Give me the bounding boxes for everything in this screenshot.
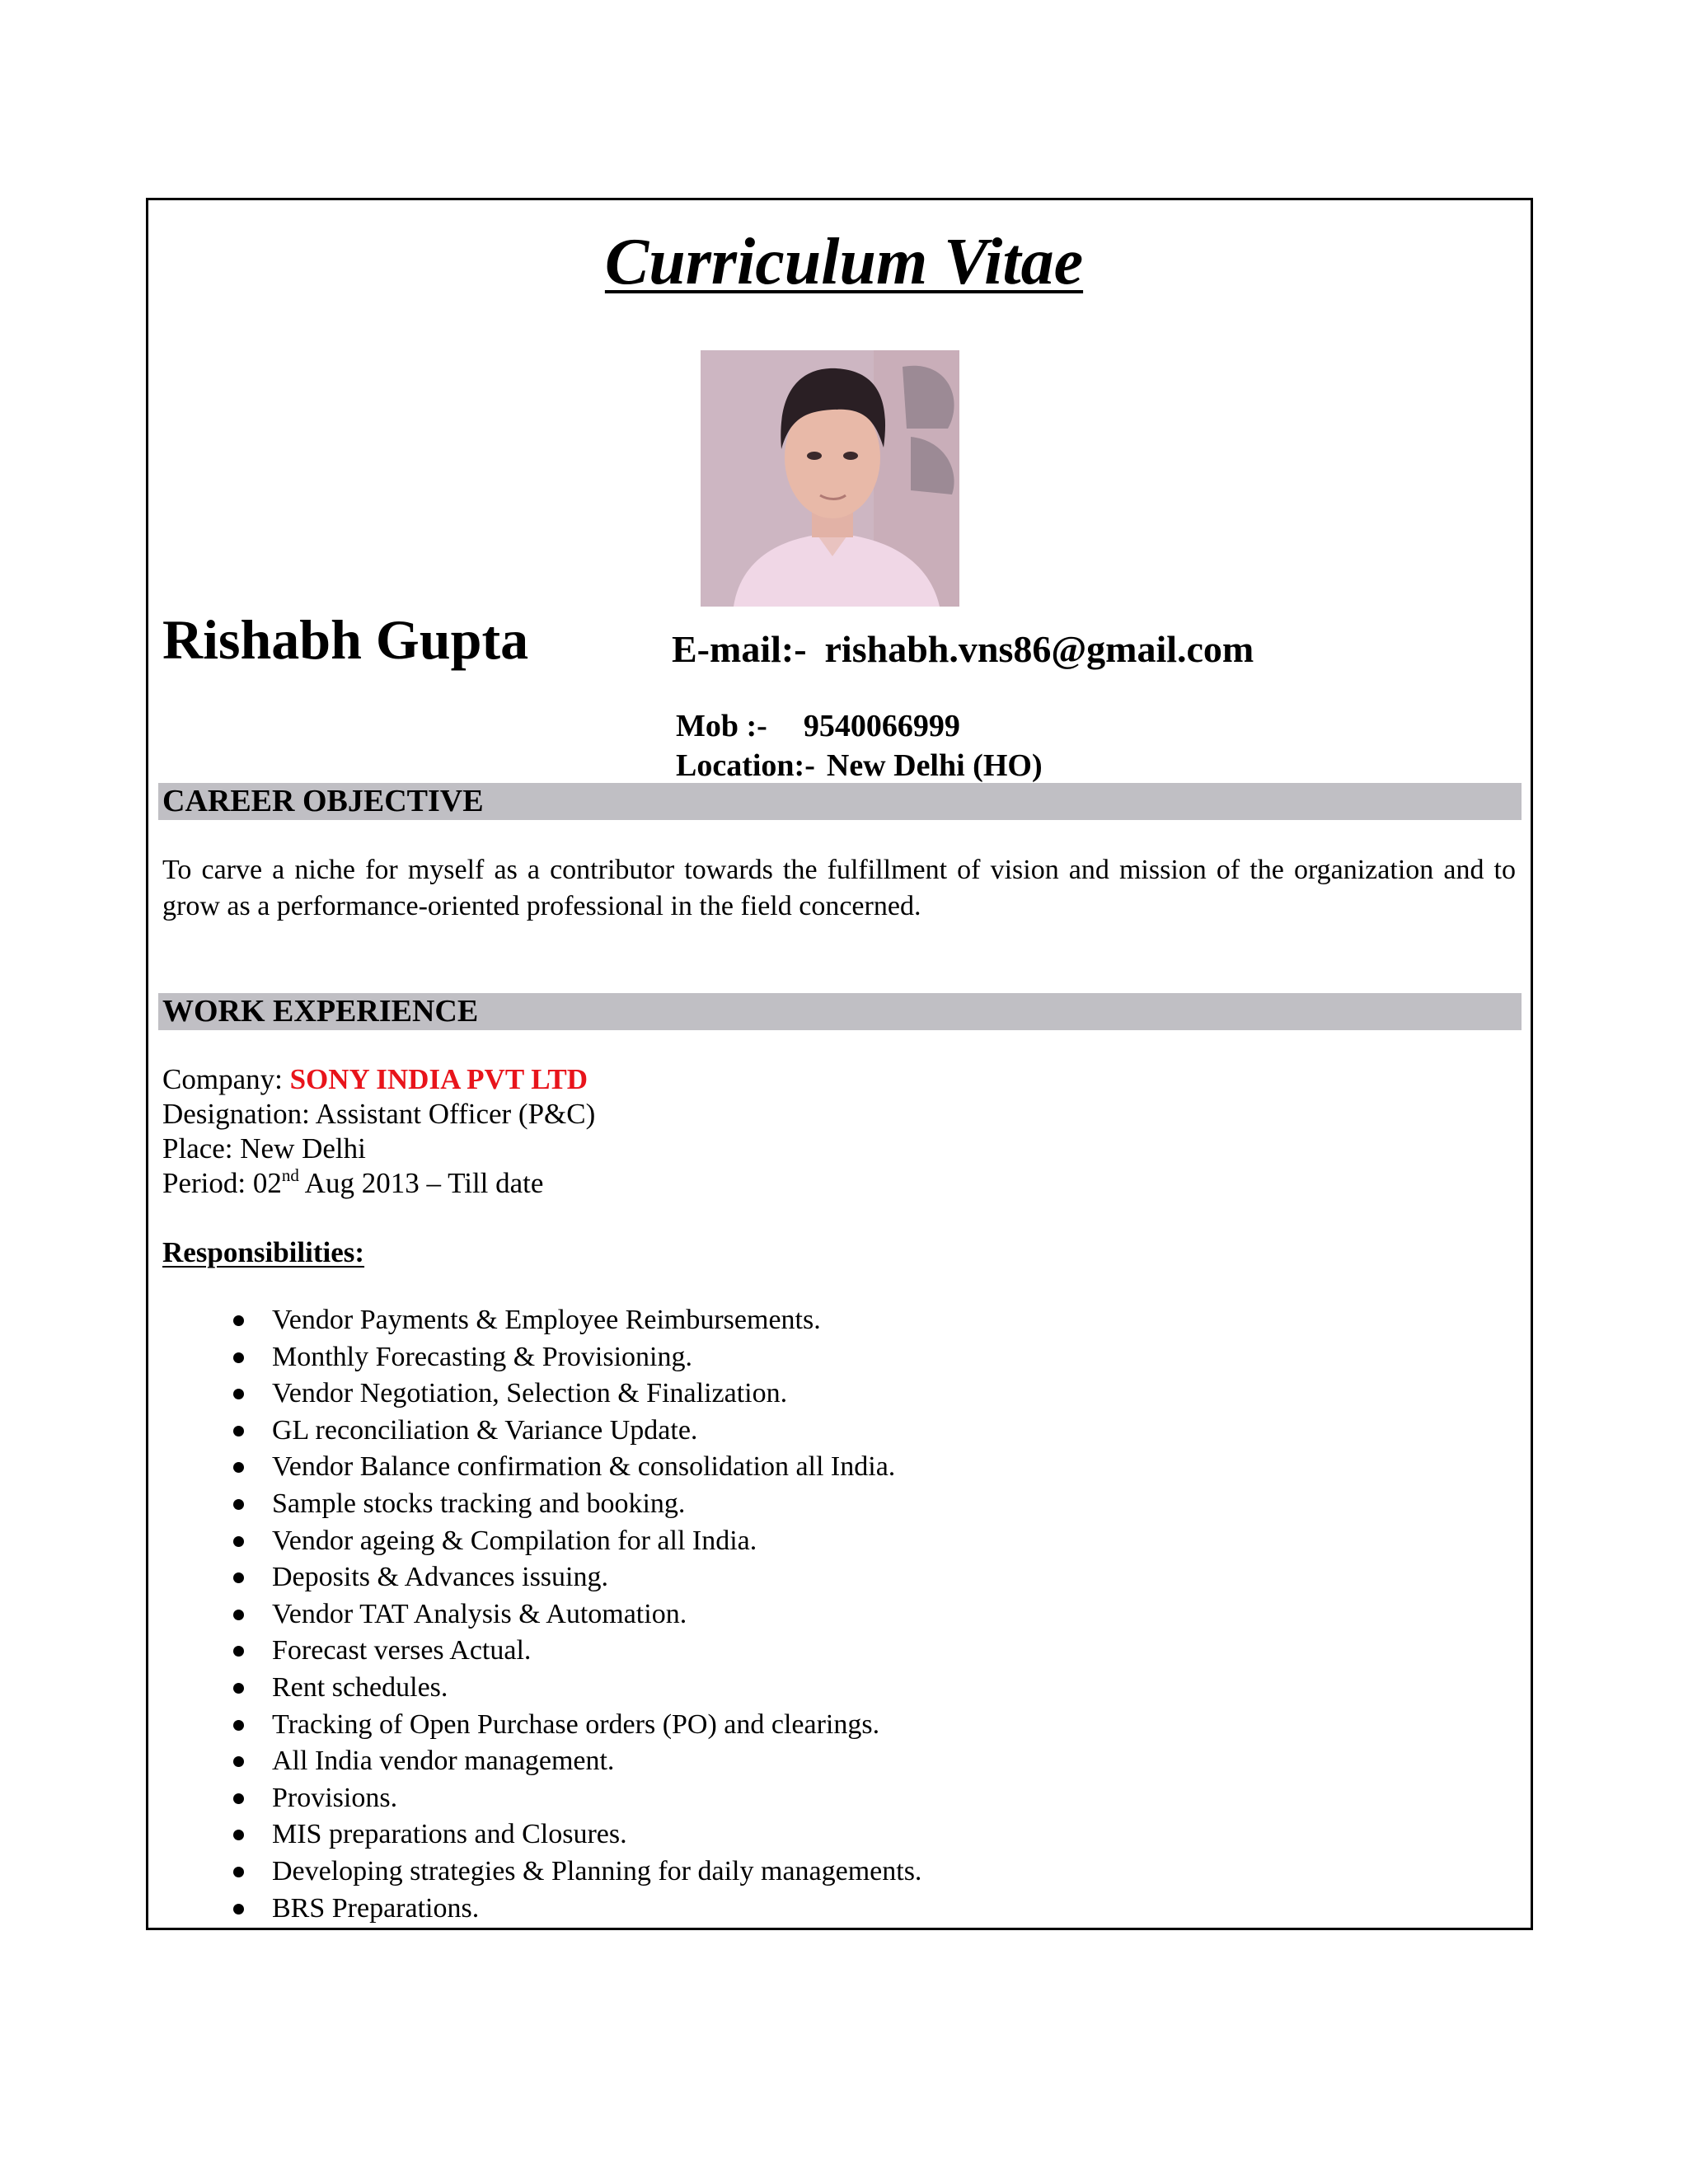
list-item-text: Provisions. xyxy=(272,1782,398,1813)
list-item-text: Sample stocks tracking and booking. xyxy=(272,1488,686,1519)
career-objective-heading: CAREER OBJECTIVE xyxy=(158,783,1522,820)
bullet-icon xyxy=(233,1426,244,1436)
list-item-text: Vendor Negotiation, Selection & Finalization. xyxy=(272,1378,788,1409)
bullet-icon xyxy=(233,1793,244,1804)
location-line xyxy=(676,750,1043,781)
list-item-text: Monthly Forecasting & Provisioning. xyxy=(272,1341,692,1372)
list-item-text: Vendor ageing & Compilation for all India. xyxy=(272,1525,757,1556)
bullet-icon xyxy=(233,1867,244,1877)
list-item-text: Rent schedules. xyxy=(272,1671,448,1703)
bullet-icon xyxy=(233,1315,244,1326)
list-item-text: Tracking of Open Purchase orders (PO) and clearings. xyxy=(272,1708,880,1740)
company-label: Company: xyxy=(162,1063,283,1095)
location-label: Location:- xyxy=(676,748,815,783)
list-item-text: Vendor TAT Analysis & Automation. xyxy=(272,1598,687,1629)
email-label: E-mail:- xyxy=(672,628,807,670)
bullet-icon xyxy=(233,1683,244,1694)
location-value: New Delhi (HO) xyxy=(826,748,1043,783)
list-item-text: Vendor Balance confirmation & consolidation all India. xyxy=(272,1451,896,1483)
work-experience-heading: WORK EXPERIENCE xyxy=(158,993,1522,1030)
bullet-icon xyxy=(233,1536,244,1547)
profile-photo xyxy=(701,350,959,607)
list-item-text: Forecast verses Actual. xyxy=(272,1635,532,1666)
email-line xyxy=(672,630,1254,668)
list-item-text: MIS preparations and Closures. xyxy=(272,1819,627,1850)
mobile-line xyxy=(676,710,960,742)
period-prefix: Period: 02 xyxy=(162,1167,282,1199)
mobile-value: 9540066999 xyxy=(803,709,960,743)
bullet-icon xyxy=(233,1352,244,1363)
list-item-text: All India vendor management. xyxy=(272,1746,615,1777)
period-superscript: nd xyxy=(281,1165,299,1185)
list-item-text: Deposits & Advances issuing. xyxy=(272,1562,608,1593)
email-value[interactable]: rishabh.vns86@gmail.com xyxy=(824,628,1254,670)
responsibilities-heading: Responsibilities: xyxy=(162,1236,365,1268)
career-objective-text: To carve a niche for myself as a contributor towards the fulfillment of vision and mission of the organization and to grow as a performance-oriented professional in the field concerned. xyxy=(162,855,1516,921)
period-line xyxy=(162,1165,544,1199)
list-item-text: BRS Preparations. xyxy=(272,1892,480,1924)
mobile-label: Mob :- xyxy=(676,709,767,743)
period-suffix: Aug 2013 – Till date xyxy=(298,1167,544,1199)
bullet-icon xyxy=(233,1610,244,1620)
bullet-icon xyxy=(233,1904,244,1915)
list-item-text: Developing strategies & Planning for daily managements. xyxy=(272,1855,922,1886)
bullet-icon xyxy=(233,1499,244,1510)
designation-line: Designation: Assistant Officer (P&C) xyxy=(162,1098,596,1130)
company-name: SONY INDIA PVT LTD xyxy=(289,1063,588,1095)
place-line: Place: New Delhi xyxy=(162,1132,366,1165)
candidate-name: Rishabh Gupta xyxy=(162,608,529,671)
company-line xyxy=(162,1065,588,1094)
list-item-text: GL reconciliation & Variance Update. xyxy=(272,1414,698,1446)
bullet-icon xyxy=(233,1720,244,1731)
list-item-text: Vendor Payments & Employee Reimbursements. xyxy=(272,1305,821,1335)
document-title: Curriculum Vitae xyxy=(604,226,1084,298)
